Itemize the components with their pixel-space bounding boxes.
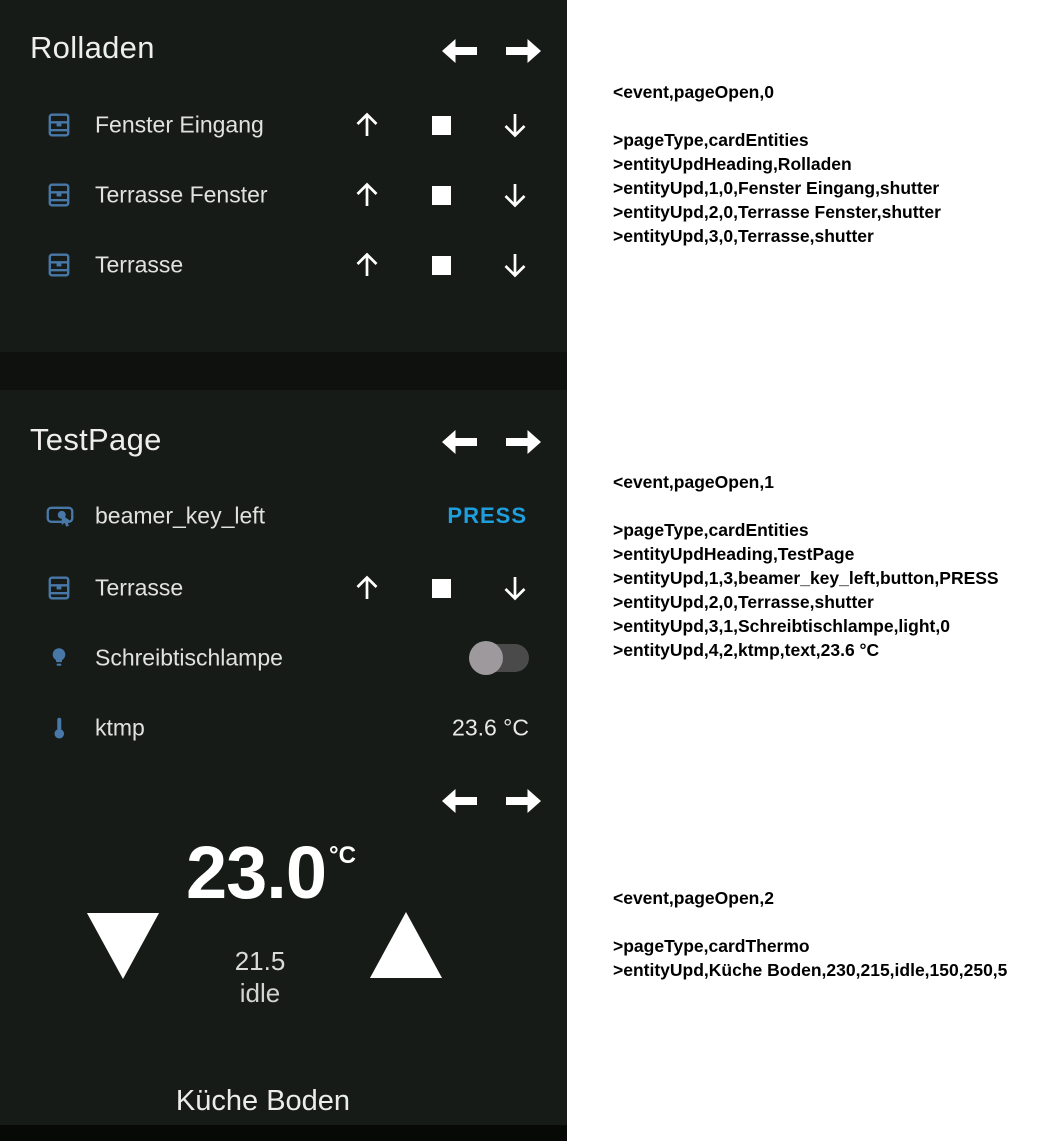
log-line: >entityUpdHeading,Rolladen xyxy=(613,154,852,174)
shutter-controls xyxy=(351,249,531,281)
log-block-page0 xyxy=(613,80,941,248)
screen-bottom-strip xyxy=(0,1125,567,1141)
shutter-stop-button[interactable] xyxy=(432,116,451,135)
log-line: <event,pageOpen,1 xyxy=(613,472,774,492)
target-temperature: 21.5 xyxy=(234,946,286,976)
entity-name: Terrasse xyxy=(95,251,184,278)
toggle-knob xyxy=(469,641,503,675)
entity-row xyxy=(0,704,567,752)
shutter-controls xyxy=(351,109,531,141)
stop-icon xyxy=(432,186,451,205)
log-line: >entityUpdHeading,TestPage xyxy=(613,544,855,564)
page-nav xyxy=(440,36,543,69)
entity-name: Fenster Eingang xyxy=(95,111,264,138)
log-line: >pageType,cardEntities xyxy=(613,130,809,150)
log-line: >pageType,cardEntities xyxy=(613,520,809,540)
log-line xyxy=(613,910,1007,934)
page-title: Rolladen xyxy=(30,30,155,65)
shutter-up-button[interactable] xyxy=(351,249,383,281)
log-line: >entityUpd,2,0,Terrasse Fenster,shutter xyxy=(613,202,941,222)
entity-name: Terrasse xyxy=(95,574,184,601)
entity-name: Schreibtischlampe xyxy=(95,644,283,671)
shutter-down-button[interactable] xyxy=(499,179,531,211)
stop-icon xyxy=(432,579,451,598)
gesture-tap-button-icon xyxy=(46,502,74,530)
screen-separator xyxy=(0,352,567,390)
log-line: >entityUpd,3,1,Schreibtischlampe,light,0 xyxy=(613,616,950,636)
log-line: >entityUpd,1,0,Fenster Eingang,shutter xyxy=(613,178,940,198)
thermometer-icon xyxy=(46,715,72,741)
log-block-page2 xyxy=(613,886,1007,982)
page-next-button[interactable] xyxy=(505,427,543,460)
window-shutter-icon xyxy=(46,182,72,208)
entity-name: beamer_key_left xyxy=(95,502,266,529)
log-line: >entityUpd,1,3,beamer_key_left,button,PRESS xyxy=(613,568,999,588)
entity-row xyxy=(0,241,567,289)
entity-name: Terrasse Fenster xyxy=(95,181,268,208)
log-line: >entityUpd,2,0,Terrasse,shutter xyxy=(613,592,874,612)
page-prev-button[interactable] xyxy=(440,427,478,460)
shutter-controls xyxy=(351,179,531,211)
stop-icon xyxy=(432,116,451,135)
log-line xyxy=(613,494,999,518)
temperature-unit: °C xyxy=(329,842,356,869)
window-shutter-icon xyxy=(46,112,72,138)
page-prev-button[interactable] xyxy=(440,36,478,69)
entity-row xyxy=(0,101,567,149)
log-line: <event,pageOpen,2 xyxy=(613,888,774,908)
shutter-up-button[interactable] xyxy=(351,572,383,604)
page-nav xyxy=(440,427,543,460)
window-shutter-icon xyxy=(46,252,72,278)
shutter-stop-button[interactable] xyxy=(432,579,451,598)
page-next-button[interactable] xyxy=(505,786,543,819)
log-line: <event,pageOpen,0 xyxy=(613,82,774,102)
lightbulb-icon xyxy=(46,645,72,671)
current-temperature: 23.0 xyxy=(185,831,327,914)
page-next-button[interactable] xyxy=(505,36,543,69)
page-nav xyxy=(440,786,543,819)
press-button[interactable]: PRESS xyxy=(447,503,527,528)
shutter-up-button[interactable] xyxy=(351,179,383,211)
shutter-controls xyxy=(351,572,531,604)
shutter-down-button[interactable] xyxy=(499,572,531,604)
log-line xyxy=(613,104,941,128)
entity-row xyxy=(0,634,567,682)
log-line: >entityUpd,Küche Boden,230,215,idle,150,250,5 xyxy=(613,960,1008,980)
shutter-down-button[interactable] xyxy=(499,249,531,281)
log-line: >pageType,cardThermo xyxy=(613,936,810,956)
shutter-down-button[interactable] xyxy=(499,109,531,141)
entity-name: ktmp xyxy=(95,714,145,741)
thermostat-name: Küche Boden xyxy=(175,1085,351,1117)
light-toggle[interactable] xyxy=(472,644,529,672)
window-shutter-icon xyxy=(46,575,72,601)
page-prev-button[interactable] xyxy=(440,786,478,819)
entity-row xyxy=(0,171,567,219)
entity-row xyxy=(0,564,567,612)
entity-row xyxy=(0,492,567,540)
log-line: >entityUpd,4,2,ktmp,text,23.6 °C xyxy=(613,640,880,660)
log-line: >entityUpd,3,0,Terrasse,shutter xyxy=(613,226,874,246)
stop-icon xyxy=(432,256,451,275)
log-block-page1 xyxy=(613,470,999,662)
page-title: TestPage xyxy=(30,422,162,457)
shutter-stop-button[interactable] xyxy=(432,256,451,275)
shutter-stop-button[interactable] xyxy=(432,186,451,205)
shutter-up-button[interactable] xyxy=(351,109,383,141)
hvac-state: idle xyxy=(239,978,281,1008)
entity-value: 23.6 °C xyxy=(452,714,529,741)
